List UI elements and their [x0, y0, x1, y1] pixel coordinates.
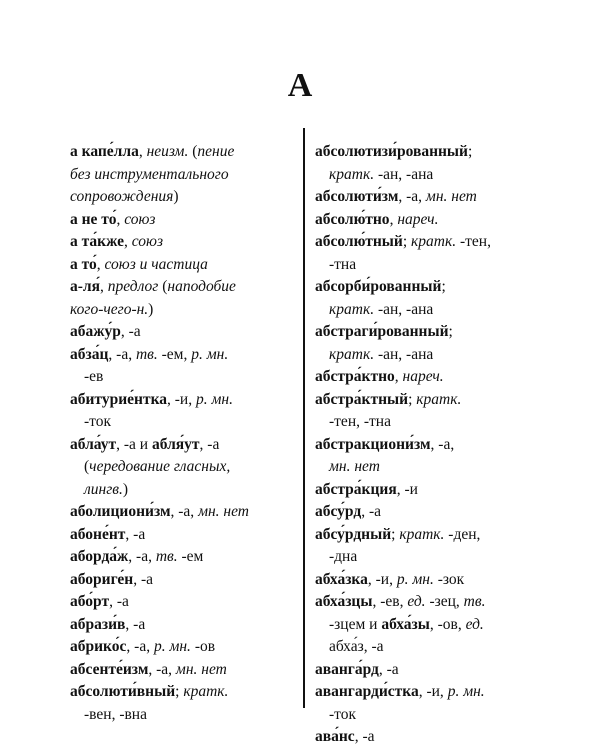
entry-line	[70, 164, 288, 187]
entry-line	[70, 614, 288, 637]
entry-line	[315, 344, 545, 367]
headword: абха́зцы	[315, 593, 373, 610]
grammar-note: р. мн.	[191, 345, 229, 363]
entry-text: ;	[402, 233, 412, 250]
headword: абза́ц	[70, 345, 109, 363]
entry-text: ;	[391, 525, 400, 543]
entry-line	[70, 501, 288, 524]
entry-line	[315, 321, 545, 344]
entry-text: -ан, -ана	[374, 345, 434, 363]
grammar-note: кого-чего-н.	[70, 300, 149, 318]
headword: абха́зка	[315, 570, 368, 588]
entry-text: -ток	[84, 413, 112, 430]
entry-line	[70, 456, 288, 479]
entry-text: , -и,	[367, 570, 397, 588]
column-divider	[303, 128, 305, 708]
entry-text: , -а	[354, 728, 375, 745]
entry-text: (	[158, 278, 168, 295]
entry-text: -вен, -вна	[84, 705, 147, 723]
grammar-note: кратк.	[411, 233, 457, 250]
entry-text: -тен, -тна	[329, 413, 391, 430]
grammar-note: кратк.	[329, 165, 375, 183]
entry-text: -ан, -ана	[374, 165, 434, 183]
entry-text: , -а,	[148, 660, 176, 678]
grammar-note: ед.	[465, 615, 484, 633]
entry-text: -ток	[329, 705, 357, 723]
entry-text: , -а	[125, 615, 146, 633]
entry-text: абха́з	[329, 638, 364, 655]
entry-text: -ов	[190, 638, 216, 655]
headword: абсорби́рованный	[315, 278, 442, 295]
entry-line	[70, 524, 288, 547]
headword: аборда́ж	[70, 548, 129, 565]
entry-text: , -а и	[116, 435, 152, 453]
grammar-note: нареч.	[397, 210, 439, 228]
entry-text: , -ов,	[429, 615, 466, 633]
grammar-note: кратк.	[183, 683, 229, 700]
entry-text: ;	[441, 278, 446, 295]
headword: а-ля́	[70, 278, 100, 295]
headword: абсолю́тный	[315, 233, 403, 250]
entry-line	[315, 434, 545, 457]
headword: абстра́ктный	[315, 390, 409, 408]
grammar-note: союз	[131, 233, 164, 250]
entry-text: ,	[116, 210, 125, 228]
entry-line	[315, 659, 545, 682]
entry-line	[315, 726, 545, 749]
entry-text: , -а	[109, 593, 129, 610]
grammar-note: кратк.	[329, 300, 375, 318]
entry-text: -ев	[84, 368, 104, 385]
left-column	[70, 141, 288, 726]
entry-text: , -а,	[170, 503, 199, 520]
headword: абсолю́тно	[315, 210, 390, 228]
grammar-note: мн. нет	[175, 660, 227, 678]
entry-text: , -а	[199, 435, 220, 453]
entry-line	[70, 389, 288, 412]
headword: абсенте́изм	[70, 660, 149, 678]
grammar-note: тв.	[463, 593, 486, 610]
entry-text: -зец,	[425, 593, 464, 610]
headword: аванга́рд	[315, 660, 379, 678]
entry-line	[315, 681, 545, 704]
entry-text: , -а	[133, 570, 154, 588]
entry-line	[315, 231, 545, 254]
entry-text: , -а	[361, 503, 381, 520]
grammar-note: сопровождения	[70, 188, 174, 205]
entry-text: -зцем и	[329, 615, 382, 633]
headword: абоне́нт	[70, 525, 126, 543]
headword: абха́зы	[381, 615, 430, 633]
grammar-note: кратк.	[416, 390, 462, 408]
entry-line	[70, 186, 288, 209]
grammar-note: тв.	[135, 345, 158, 363]
grammar-note: кратк.	[399, 525, 445, 543]
entry-line	[315, 456, 545, 479]
entry-text: , -а,	[398, 188, 426, 205]
grammar-note: предлог	[107, 278, 159, 295]
headword: а капе́лла	[70, 143, 139, 160]
grammar-note: союз	[124, 210, 156, 228]
entry-line	[70, 209, 288, 232]
entry-text: )	[173, 188, 179, 205]
entry-line	[315, 276, 545, 299]
section-letter-heading: А	[287, 67, 313, 104]
entry-text: (	[84, 458, 90, 475]
headword: абсолюти́вный	[70, 683, 176, 700]
entry-text: (	[188, 143, 198, 160]
headword: абстра́ктно	[315, 368, 395, 385]
entry-text: ;	[467, 143, 473, 160]
entry-text: ;	[448, 323, 453, 340]
grammar-note: без инструментального	[70, 165, 229, 183]
entry-line	[315, 704, 545, 727]
entry-text: ,	[389, 210, 398, 228]
headword: абсу́рд	[315, 503, 362, 520]
headword: абла́ут	[70, 435, 117, 453]
entry-text: -зок	[433, 570, 465, 588]
headword: абстра́кция	[315, 480, 397, 498]
entry-text: , -ев,	[372, 593, 408, 610]
entry-line	[315, 164, 545, 187]
headword: ава́нс	[315, 728, 355, 745]
entry-line	[70, 344, 288, 367]
entry-line	[70, 659, 288, 682]
entry-text: -ден,	[444, 525, 481, 543]
entry-text: ,	[100, 278, 108, 295]
headword: абсолюти́зм	[315, 188, 399, 205]
entry-text: ,	[124, 233, 132, 250]
entry-line	[315, 299, 545, 322]
entry-text: , -а,	[108, 345, 136, 363]
entry-line	[315, 614, 545, 637]
entry-line	[70, 411, 288, 434]
entry-text: -тен,	[456, 233, 491, 250]
entry-text: )	[122, 480, 129, 498]
entry-text: , -а	[378, 660, 399, 678]
entry-text: , -а	[120, 323, 141, 340]
entry-line	[70, 704, 288, 727]
entry-line	[315, 546, 545, 569]
right-column	[315, 141, 545, 749]
headword: абсу́рдный	[315, 525, 392, 543]
entry-line	[70, 591, 288, 614]
entry-line	[315, 524, 545, 547]
entry-text: , -а	[363, 638, 384, 655]
headword: а то́	[70, 255, 97, 273]
entry-text: -ем	[177, 548, 204, 565]
entry-line	[70, 546, 288, 569]
entry-text: , -и,	[418, 683, 448, 700]
headword: а не то́	[70, 210, 117, 228]
entry-line	[315, 186, 545, 209]
entry-text: -ан, -ана	[374, 300, 434, 318]
headword: абитурие́нтка	[70, 390, 168, 408]
grammar-note: пение	[197, 143, 235, 160]
grammar-note: р. мн.	[447, 683, 485, 700]
entry-text: ,	[96, 255, 105, 273]
grammar-note: р. мн.	[396, 570, 434, 588]
entry-line	[315, 411, 545, 434]
entry-text: )	[148, 300, 154, 318]
headword: абрази́в	[70, 615, 126, 633]
entry-line	[70, 636, 288, 659]
entry-line	[70, 681, 288, 704]
headword: аболициони́зм	[70, 503, 171, 520]
entry-line	[315, 141, 545, 164]
headword: авангарди́стка	[315, 683, 419, 700]
entry-line	[70, 321, 288, 344]
entry-line	[315, 569, 545, 592]
headword: абориге́н	[70, 570, 134, 588]
entry-line	[315, 209, 545, 232]
entry-text: , -а,	[128, 548, 156, 565]
headword: абажу́р	[70, 323, 121, 340]
entry-text: ;	[175, 683, 184, 700]
grammar-note: чередование гласных,	[89, 458, 231, 475]
entry-line	[315, 389, 545, 412]
headword: абрико́с	[70, 638, 127, 655]
headword: а та́кже	[70, 233, 125, 250]
grammar-note: мн. нет	[198, 503, 249, 520]
grammar-note: мн. нет	[425, 188, 477, 205]
grammar-note: кратк.	[329, 345, 375, 363]
grammar-note: наподобие	[167, 278, 236, 295]
headword: абсолютизи́рованный	[315, 143, 468, 160]
entry-text: , -и,	[167, 390, 196, 408]
grammar-note: р. мн.	[195, 390, 233, 408]
entry-line	[70, 299, 288, 322]
grammar-note: нареч.	[402, 368, 444, 385]
headword: абстракциони́зм	[315, 435, 431, 453]
entry-text: ;	[408, 390, 417, 408]
entry-text: ,	[138, 143, 147, 160]
entry-line	[70, 276, 288, 299]
entry-line	[70, 254, 288, 277]
grammar-note: лингв.	[84, 480, 123, 498]
entry-text: -дна	[329, 548, 358, 565]
headword: абля́ут	[151, 435, 200, 453]
grammar-note: неизм.	[146, 143, 189, 160]
entry-line	[315, 591, 545, 614]
entry-line	[70, 231, 288, 254]
entry-text: -ем,	[157, 345, 192, 363]
entry-line	[315, 254, 545, 277]
grammar-note: мн. нет	[329, 458, 380, 475]
entry-line	[70, 434, 288, 457]
entry-line	[70, 141, 288, 164]
headword: абстраги́рованный	[315, 323, 449, 340]
entry-text: , -а,	[430, 435, 455, 453]
grammar-note: р. мн.	[153, 638, 191, 655]
entry-line	[315, 501, 545, 524]
entry-line	[315, 636, 545, 659]
grammar-note: ед.	[407, 593, 426, 610]
headword: або́рт	[70, 593, 110, 610]
entry-line	[315, 479, 545, 502]
grammar-note: союз и частица	[104, 255, 208, 273]
entry-text: -тна	[329, 255, 357, 273]
entry-text: ,	[394, 368, 403, 385]
entry-text: , -а,	[126, 638, 154, 655]
entry-line	[315, 366, 545, 389]
entry-text: , -а	[125, 525, 146, 543]
grammar-note: тв.	[155, 548, 178, 565]
entry-line	[70, 479, 288, 502]
entry-line	[70, 569, 288, 592]
entry-line	[70, 366, 288, 389]
entry-text: , -и	[396, 480, 418, 498]
